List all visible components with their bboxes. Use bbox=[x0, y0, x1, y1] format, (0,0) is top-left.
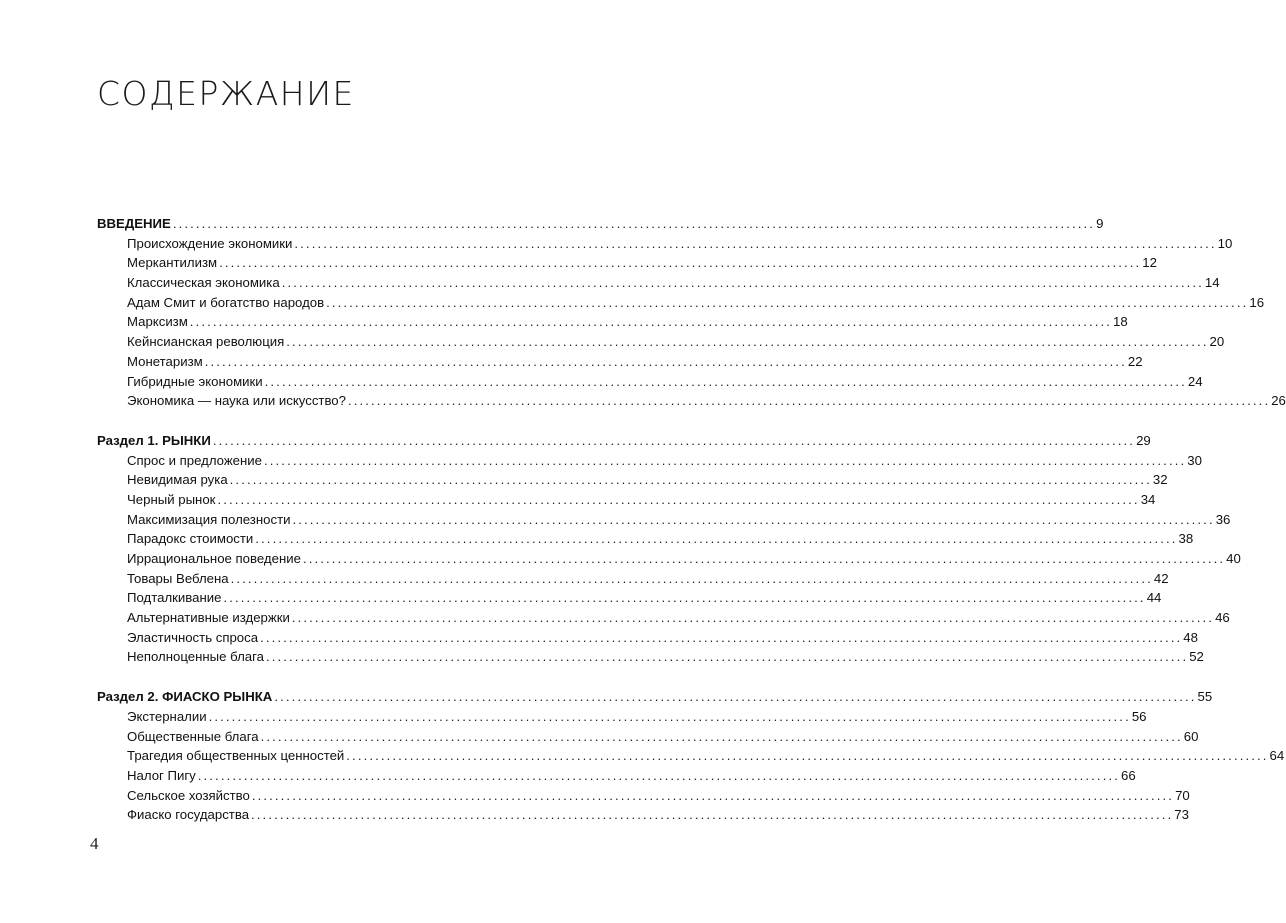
toc-entry-page: 52 bbox=[1189, 649, 1204, 665]
toc-entry-page: 66 bbox=[1121, 767, 1136, 783]
toc-entry-title: Раздел 1. РЫНКИ bbox=[97, 432, 211, 448]
dot-leader: ................................................................................................................................................................ bbox=[255, 531, 1178, 547]
toc-entry-page: 10 bbox=[1217, 235, 1233, 251]
toc-entry-title: Экономика — наука или искусство? bbox=[127, 393, 346, 409]
dot-leader: ................................................................................................................................................................ bbox=[291, 610, 1215, 626]
dot-leader: ................................................................................................................................................................ bbox=[189, 314, 1113, 330]
toc-entry-page: 20 bbox=[1209, 334, 1225, 350]
toc-entry-page: 38 bbox=[1178, 531, 1194, 547]
page-title: СОДЕРЖАНИЕ bbox=[97, 74, 355, 113]
toc-section-heading bbox=[97, 431, 1151, 451]
dot-leader: ................................................................................................................................................................ bbox=[264, 452, 1187, 468]
toc-entry bbox=[97, 549, 1241, 569]
dot-leader: ................................................................................................................................................................ bbox=[286, 334, 1209, 350]
toc-entry bbox=[97, 707, 1147, 727]
toc-entry-page: 70 bbox=[1175, 787, 1190, 803]
toc-entry-page: 12 bbox=[1142, 255, 1157, 271]
toc-entry-title: Подталкивание bbox=[127, 590, 222, 606]
toc-entry-page: 40 bbox=[1226, 551, 1241, 566]
dot-leader: ................................................................................................................................................................ bbox=[294, 235, 1217, 251]
toc-entry bbox=[97, 746, 1285, 766]
dot-leader: ................................................................................................................................................................ bbox=[197, 767, 1120, 783]
toc-entry-page: 73 bbox=[1174, 807, 1189, 823]
dot-leader: ................................................................................................................................................................ bbox=[251, 787, 1175, 803]
toc-entry bbox=[97, 529, 1194, 549]
toc-entry-title: Меркантилизм bbox=[127, 255, 218, 271]
toc-entry-title: Эластичность спроса bbox=[127, 629, 259, 645]
toc-entry-title: ВВЕДЕНИЕ bbox=[97, 216, 171, 231]
toc-entry-page: 64 bbox=[1269, 748, 1285, 764]
dot-leader: ................................................................................................................................................................ bbox=[347, 393, 1271, 409]
toc-entry bbox=[97, 727, 1199, 747]
toc-section-heading bbox=[97, 687, 1213, 707]
toc-entry-title: Адам Смит и богатство народов bbox=[127, 294, 325, 310]
toc-entry bbox=[97, 451, 1202, 471]
toc-entry-title: Общественные блага bbox=[127, 728, 259, 744]
toc-entry bbox=[97, 332, 1225, 352]
dot-leader: ................................................................................................................................................................ bbox=[172, 216, 1096, 231]
dot-leader: ................................................................................................................................................................ bbox=[260, 728, 1183, 744]
toc-entry bbox=[97, 372, 1203, 392]
toc-entry-title: Марксизм bbox=[127, 314, 188, 330]
toc-entry-title: Фиаско государства bbox=[127, 807, 250, 823]
toc-entry bbox=[97, 293, 1265, 313]
toc-entry-page: 55 bbox=[1197, 689, 1213, 705]
toc-entry-page: 44 bbox=[1146, 590, 1162, 606]
dot-leader: ................................................................................................................................................................ bbox=[260, 629, 1183, 645]
toc-entry-title: Классическая экономика bbox=[127, 275, 280, 291]
toc-entry-title: Спрос и предложение bbox=[127, 452, 263, 468]
toc-entry bbox=[97, 253, 1157, 273]
toc-entry-page: 36 bbox=[1215, 511, 1231, 527]
toc-entry-page: 26 bbox=[1271, 393, 1286, 409]
toc-entry-title: Парадокс стоимости bbox=[127, 531, 254, 547]
toc-entry-page: 60 bbox=[1183, 728, 1199, 744]
dot-leader: ................................................................................................................................................................ bbox=[264, 373, 1187, 389]
toc-entry-title: Монетаризм bbox=[127, 353, 203, 369]
toc-entry-title: Экстерналии bbox=[127, 708, 207, 724]
toc-entry-title: Товары Веблена bbox=[127, 570, 229, 586]
toc-entry bbox=[97, 470, 1168, 490]
toc-entry-page: 46 bbox=[1215, 610, 1230, 626]
dot-leader: ................................................................................................................................................................ bbox=[281, 275, 1204, 291]
table-of-contents bbox=[97, 214, 1286, 845]
toc-entry-title: Кейнсианская революция bbox=[127, 334, 285, 350]
toc-entry-page: 14 bbox=[1204, 275, 1220, 291]
dot-leader: ................................................................................................................................................................ bbox=[229, 472, 1152, 488]
toc-entry-page: 42 bbox=[1153, 570, 1169, 586]
toc-section bbox=[97, 214, 1286, 411]
dot-leader: ................................................................................................................................................................ bbox=[219, 255, 1142, 271]
toc-entry-title: Раздел 2. ФИАСКО РЫНКА bbox=[97, 689, 273, 705]
toc-entry-page: 29 bbox=[1136, 432, 1151, 448]
toc-section bbox=[97, 431, 1241, 667]
toc-entry-title: Сельское хозяйство bbox=[127, 787, 250, 803]
toc-entry-title: Черный рынок bbox=[127, 491, 216, 507]
toc-entry bbox=[97, 805, 1189, 825]
dot-leader: ................................................................................................................................................................ bbox=[230, 570, 1153, 586]
dot-leader: ................................................................................................................................................................ bbox=[212, 432, 1136, 448]
toc-entry-page: 24 bbox=[1187, 373, 1203, 389]
toc-entry-title: Неполноценные блага bbox=[127, 649, 264, 665]
toc-entry bbox=[97, 647, 1204, 667]
toc-entry-page: 32 bbox=[1152, 472, 1168, 488]
toc-entry bbox=[97, 608, 1230, 628]
toc-entry-page: 48 bbox=[1183, 629, 1198, 645]
toc-entry bbox=[97, 628, 1198, 648]
dot-leader: ................................................................................................................................................................ bbox=[274, 689, 1197, 705]
toc-entry bbox=[97, 569, 1169, 589]
toc-entry-title: Максимизация полезности bbox=[127, 511, 291, 527]
dot-leader: ................................................................................................................................................................ bbox=[208, 708, 1131, 724]
dot-leader: ................................................................................................................................................................ bbox=[223, 590, 1146, 606]
toc-entry-page: 16 bbox=[1249, 294, 1265, 310]
dot-leader: ................................................................................................................................................................ bbox=[346, 748, 1269, 764]
toc-entry bbox=[97, 510, 1231, 530]
toc-entry-page: 18 bbox=[1113, 314, 1128, 330]
toc-entry bbox=[97, 273, 1220, 293]
toc-entry-page: 56 bbox=[1131, 708, 1147, 724]
toc-entry-title: Трагедия общественных ценностей bbox=[127, 748, 345, 764]
toc-entry bbox=[97, 490, 1156, 510]
dot-leader: ................................................................................................................................................................ bbox=[302, 551, 1226, 566]
dot-leader: ................................................................................................................................................................ bbox=[251, 807, 1174, 823]
toc-entry bbox=[97, 766, 1136, 786]
toc-entry bbox=[97, 786, 1190, 806]
dot-leader: ................................................................................................................................................................ bbox=[217, 491, 1140, 507]
toc-section-heading bbox=[97, 214, 1104, 234]
toc-entry-title: Альтернативные издержки bbox=[127, 610, 290, 626]
toc-entry bbox=[97, 312, 1128, 332]
dot-leader: ................................................................................................................................................................ bbox=[292, 511, 1215, 527]
toc-entry-page: 30 bbox=[1187, 452, 1202, 468]
dot-leader: ................................................................................................................................................................ bbox=[265, 649, 1189, 665]
toc-entry-title: Происхождение экономики bbox=[127, 235, 293, 251]
toc-entry-title: Гибридные экономики bbox=[127, 373, 263, 389]
toc-entry-page: 22 bbox=[1127, 353, 1143, 369]
toc-entry-page: 34 bbox=[1140, 491, 1156, 507]
dot-leader: ................................................................................................................................................................ bbox=[326, 294, 1249, 310]
toc-entry bbox=[97, 352, 1143, 372]
toc-entry bbox=[97, 391, 1286, 411]
dot-leader: ................................................................................................................................................................ bbox=[204, 353, 1127, 369]
toc-section bbox=[97, 687, 1285, 825]
page-number: 4 bbox=[90, 834, 99, 853]
toc-entry bbox=[97, 234, 1233, 254]
toc-entry bbox=[97, 588, 1162, 608]
toc-entry-title: Иррациональное поведение bbox=[127, 551, 301, 566]
toc-entry-page: 9 bbox=[1096, 216, 1104, 231]
toc-entry-title: Налог Пигу bbox=[127, 767, 196, 783]
toc-entry-title: Невидимая рука bbox=[127, 472, 228, 488]
